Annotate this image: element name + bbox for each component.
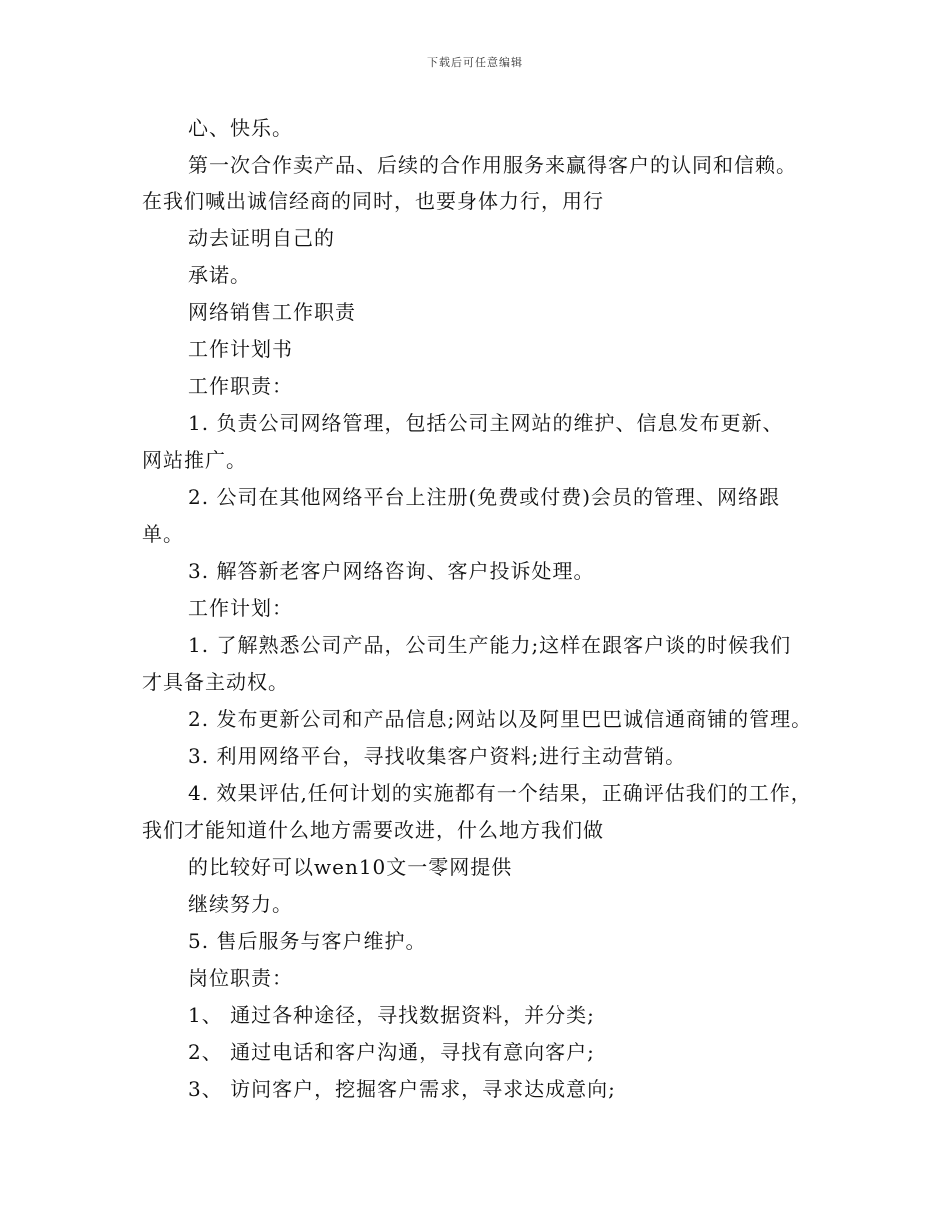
list-item: 1. 了解熟悉公司产品，公司生产能力;这样在跟客户谈的时候我们 bbox=[188, 633, 792, 657]
section-heading: 工作计划书 bbox=[188, 337, 293, 361]
list-item: 2、 通过电话和客户沟通，寻找有意向客户; bbox=[188, 1040, 595, 1064]
list-item: 1、 通过各种途径，寻找数据资料，并分类; bbox=[188, 1003, 595, 1027]
list-item: 2. 公司在其他网络平台上注册(免费或付费)会员的管理、网络跟 bbox=[188, 485, 781, 509]
paragraph-line: 在我们喊出诚信经商的同时，也要身体力行，用行 bbox=[142, 189, 604, 213]
list-item-continuation: 才具备主动权。 bbox=[142, 670, 289, 694]
section-heading: 工作计划： bbox=[188, 596, 293, 620]
list-item: 3. 解答新老客户网络咨询、客户投诉处理。 bbox=[188, 559, 595, 583]
list-item-continuation: 单。 bbox=[142, 522, 184, 546]
paragraph-line: 动去证明自己的 bbox=[188, 226, 335, 250]
section-heading: 网络销售工作职责 bbox=[188, 300, 356, 324]
list-item: 4. 效果评估,任何计划的实施都有一个结果，正确评估我们的工作， bbox=[188, 781, 812, 805]
page-header: 下载后可任意编辑 bbox=[427, 56, 523, 69]
paragraph-line: 承诺。 bbox=[188, 263, 251, 287]
paragraph-line: 第一次合作卖产品、后续的合作用服务来赢得客户的认同和信赖。 bbox=[188, 153, 797, 177]
list-item: 3. 利用网络平台，寻找收集客户资料;进行主动营销。 bbox=[188, 744, 687, 768]
paragraph-line: 的比较好可以wen10文一零网提供 bbox=[188, 855, 513, 879]
list-item: 3、 访问客户，挖掘客户需求，寻求达成意向; bbox=[188, 1077, 616, 1101]
list-item-continuation: 网站推广。 bbox=[142, 448, 247, 472]
paragraph-line: 继续努力。 bbox=[188, 892, 293, 916]
section-heading: 工作职责： bbox=[188, 374, 293, 398]
list-item-continuation: 我们才能知道什么地方需要改进，什么地方我们做 bbox=[142, 818, 604, 842]
list-item: 2. 发布更新公司和产品信息;网站以及阿里巴巴诚信通商铺的管理。 bbox=[188, 707, 813, 731]
list-item: 1. 负责公司网络管理，包括公司主网站的维护、信息发布更新、 bbox=[188, 411, 784, 435]
list-item: 5. 售后服务与客户维护。 bbox=[188, 929, 427, 953]
section-heading: 岗位职责： bbox=[188, 966, 293, 990]
paragraph-line: 心、快乐。 bbox=[188, 116, 293, 140]
